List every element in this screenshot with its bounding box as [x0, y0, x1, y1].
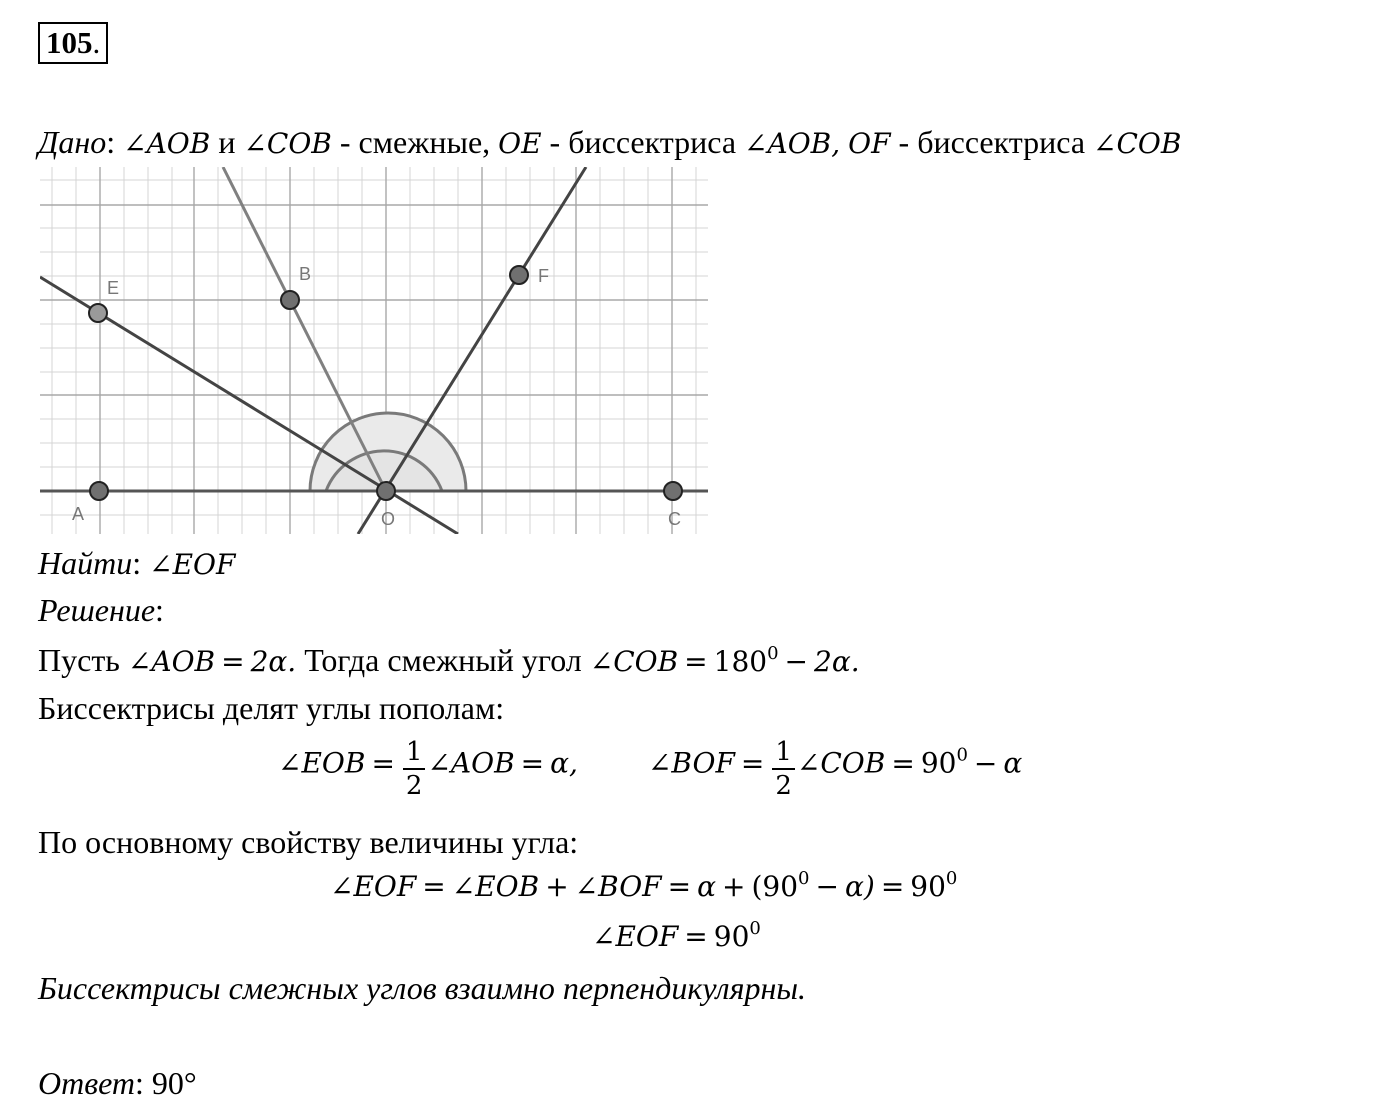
label-e: E	[107, 278, 120, 298]
given-angle-aob-2: ∠AOB,	[744, 127, 841, 160]
fraction-half-2	[772, 736, 795, 802]
step1-eq2: =	[684, 645, 708, 678]
step1-line	[38, 640, 860, 682]
given-angle-aob: ∠AOB	[123, 127, 211, 160]
problem-number	[38, 22, 108, 64]
given-angle-cob-2: ∠COB	[1093, 127, 1182, 160]
point-e	[89, 304, 107, 322]
conclusion: Биссектрисы смежных углов взаимно перпендикулярны.	[38, 970, 807, 1006]
solution-label: Решение	[38, 592, 156, 628]
find-label: Найти	[38, 545, 133, 581]
fraction-numerator-1: 1	[403, 736, 426, 770]
eq-sign-2: =	[520, 746, 545, 780]
fraction-half-1	[403, 736, 426, 802]
eq-sign-3: =	[740, 746, 765, 780]
fraction-numerator-2: 1	[772, 736, 795, 770]
label-b: B	[299, 264, 312, 284]
point-f	[510, 266, 528, 284]
step1-minus: −	[784, 645, 809, 678]
eq-ninety: 90	[920, 746, 957, 780]
label-c: C	[668, 509, 681, 529]
sum-paren-open: (90	[751, 870, 799, 903]
eq-cob: ∠COB	[796, 746, 886, 780]
bisector-equations	[278, 736, 1022, 802]
final-result: 90	[713, 920, 750, 953]
step1-then-text: Тогда смежный угол	[304, 642, 582, 678]
given-adjacent-text: - смежные,	[339, 124, 491, 160]
answer-line	[38, 1063, 197, 1103]
given-and: и	[218, 124, 236, 160]
sum-plus2: +	[722, 870, 746, 903]
problem-number-text: 105	[46, 25, 93, 60]
eq-sign-4: =	[891, 746, 915, 780]
eq-sign-1: =	[371, 746, 395, 780]
final-eof: ∠EOF	[592, 920, 679, 953]
point-o	[377, 482, 395, 500]
label-a: A	[72, 504, 85, 524]
sum-minus: −	[815, 870, 839, 903]
sum-degree-1: 0	[798, 868, 810, 889]
step1-angle-aob: ∠AOB	[127, 645, 216, 678]
step1-lead: Пусть	[38, 642, 120, 678]
sum-eq2: =	[667, 870, 692, 903]
label-o: O	[381, 509, 396, 529]
given-bisector-text-1: - биссектриса	[549, 124, 737, 160]
point-a	[90, 482, 108, 500]
geometry-figure	[40, 167, 708, 534]
point-b	[281, 291, 299, 309]
sum-result: 90	[910, 870, 946, 903]
final-eq: =	[684, 920, 708, 953]
find-line: Найти: ∠EOF	[38, 545, 236, 581]
final-equation	[592, 920, 761, 953]
sum-eq1: =	[422, 870, 446, 903]
fraction-denominator-2: 2	[775, 771, 792, 801]
given-angle-cob: ∠COB	[243, 127, 332, 160]
sum-equation	[330, 870, 957, 903]
step1-val2-tail: 2α.	[814, 645, 860, 678]
ray-of	[358, 167, 586, 534]
answer-label: Ответ	[38, 1065, 135, 1101]
given-oe: OE	[498, 127, 542, 160]
sum-plus1: +	[545, 870, 569, 903]
bisector-line: Биссектрисы делят углы пополам:	[38, 690, 505, 726]
eq-alpha-2: α	[1003, 746, 1023, 780]
given-line: Дано: ∠AOB и ∠COB - смежные, OE - биссектриса ∠AOB, OF - биссектриса ∠COB	[38, 124, 1182, 160]
given-of: OF	[848, 127, 891, 160]
property-line: По основному свойству величины угла:	[38, 824, 579, 860]
given-label: Дано	[38, 124, 107, 160]
sum-alpha: α	[697, 870, 717, 903]
eq-eob: ∠EOB	[278, 746, 366, 780]
sum-paren-close: α)	[844, 870, 875, 903]
step1-angle-cob: ∠COB	[589, 645, 679, 678]
step1-val2-num: 180	[713, 645, 768, 678]
eq-aob: ∠AOB	[427, 746, 515, 780]
sum-bof: ∠BOF	[574, 870, 662, 903]
answer-colon: :	[135, 1065, 144, 1101]
answer-value: 90°	[151, 1065, 197, 1101]
point-c	[664, 482, 682, 500]
given-bisector-text-2: - биссектриса	[898, 124, 1086, 160]
sum-degree-2: 0	[945, 868, 958, 889]
eq-bof: ∠BOF	[647, 746, 735, 780]
final-degree: 0	[749, 918, 761, 939]
step1-val1: 2α.	[250, 645, 297, 678]
problem-number-dot: .	[92, 25, 101, 60]
eq-degree: 0	[956, 744, 968, 766]
sum-eob: ∠EOB	[451, 870, 540, 903]
sum-eq3: =	[880, 870, 905, 903]
eq-alpha: α,	[550, 746, 578, 780]
sum-eof: ∠EOF	[330, 870, 417, 903]
eq-minus: −	[973, 746, 998, 780]
solution-line: Решение:	[38, 592, 164, 628]
fraction-denominator-1: 2	[405, 771, 423, 801]
step1-eq1: =	[221, 645, 245, 678]
step1-degree: 0	[767, 643, 779, 664]
label-f: F	[538, 266, 549, 286]
find-angle: ∠EOF	[149, 548, 236, 581]
